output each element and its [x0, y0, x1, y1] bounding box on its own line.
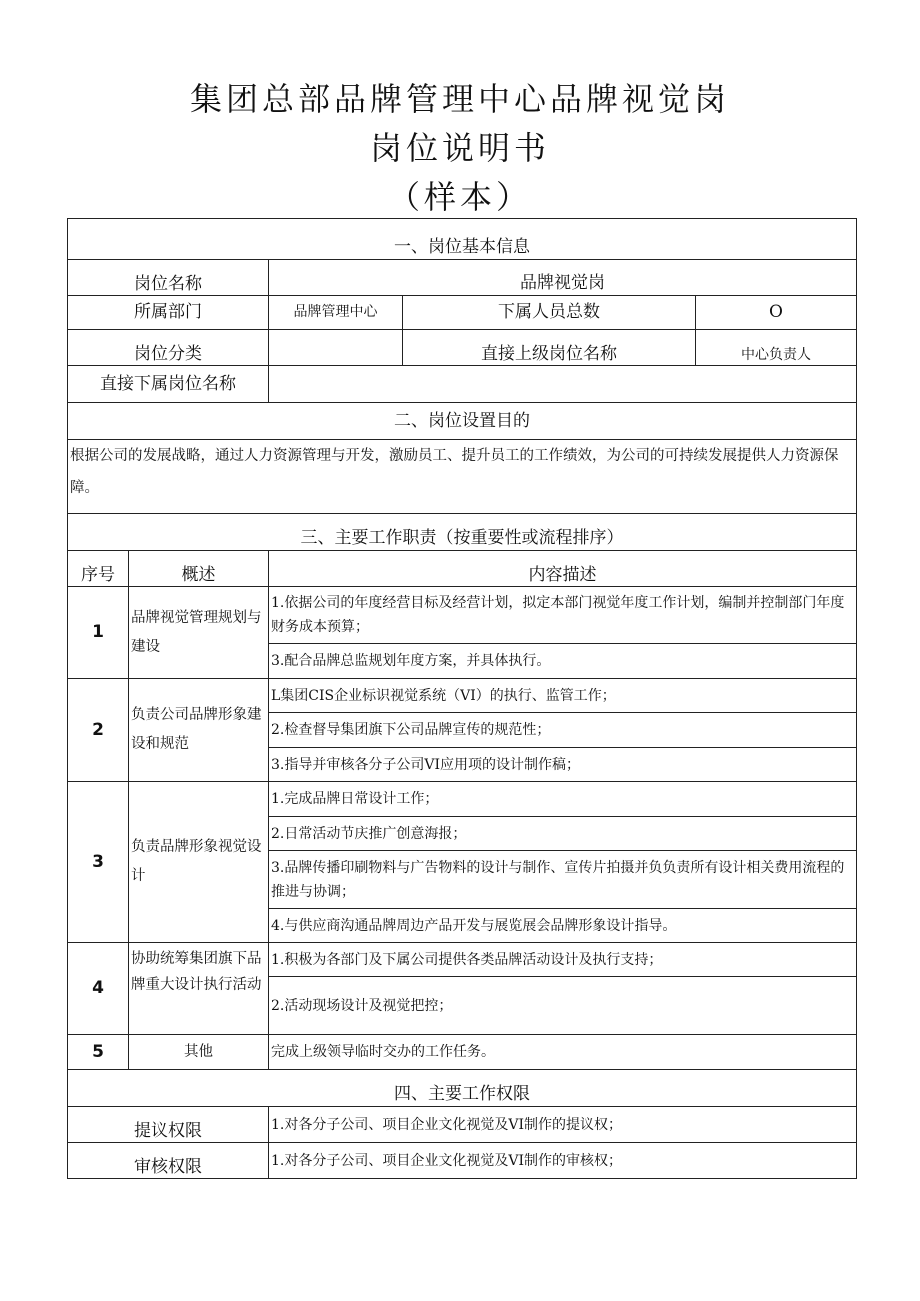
document-title: 集团总部品牌管理中心品牌视觉岗: [189, 80, 730, 118]
authority-text: 1.对各分子公司、项目企业文化视觉及VI制作的审核权；: [269, 1143, 857, 1179]
duty-item: 1.完成品牌日常设计工作；: [269, 782, 857, 817]
duty-number: 3: [68, 782, 129, 943]
document-sample-note: （样本）: [387, 178, 532, 216]
department-value: 品牌管理中心: [269, 296, 403, 330]
category-value: [269, 330, 403, 366]
document-subtitle: 岗位说明书: [369, 129, 550, 167]
duty-item: 1.依据公司的年度经营目标及经营计划，拟定本部门视觉年度工作计划，编制并控制部门年度财务成本预算；: [269, 587, 857, 644]
duty-item: 2.日常活动节庆推广创意海报；: [269, 817, 857, 851]
duty-summary: 协助统筹集团旗下品牌重大设计执行活动: [129, 943, 269, 1035]
category-label: 岗位分类: [68, 330, 269, 366]
position-name-label: 岗位名称: [68, 260, 269, 296]
duty-number: 1: [68, 587, 129, 679]
section-heading-basic-info: 一、岗位基本信息: [68, 219, 857, 260]
duty-summary: 负责公司品牌形象建设和规范: [129, 679, 269, 782]
direct-reports-value: [269, 366, 857, 403]
duty-item: 1.积极为各部门及下属公司提供各类品牌活动设计及执行支持；: [269, 943, 857, 977]
duty-number: 5: [68, 1035, 129, 1070]
authority-label: 审核权限: [68, 1143, 269, 1179]
position-name-value: 品牌视觉岗: [269, 260, 857, 296]
subordinates-count-label: 下属人员总数: [403, 296, 696, 330]
superior-label: 直接上级岗位名称: [403, 330, 696, 366]
duty-number: 2: [68, 679, 129, 782]
section-heading-duties: 三、主要工作职责（按重要性或流程排序）: [68, 514, 857, 551]
subordinates-count-value: O: [696, 296, 857, 330]
job-description-table: [67, 218, 857, 1179]
authority-text: 1.对各分子公司、项目企业文化视觉及VI制作的提议权；: [269, 1107, 857, 1143]
department-label: 所属部门: [68, 296, 269, 330]
column-header-summary: 概述: [129, 551, 269, 587]
section-heading-authority: 四、主要工作权限: [68, 1070, 857, 1107]
column-header-description: 内容描述: [269, 551, 857, 587]
column-header-number: 序号: [68, 551, 129, 587]
duty-item: 3.品牌传播印刷物料与广告物料的设计与制作、宣传片拍摄并负负责所有设计相关费用流程的推进与协调；: [269, 851, 857, 909]
duty-item: 2.活动现场设计及视觉把控；: [269, 977, 857, 1035]
duty-summary: 品牌视觉管理规划与建设: [129, 587, 269, 679]
duty-item: 2.检查督导集团旗下公司品牌宣传的规范性；: [269, 713, 857, 748]
duty-item: 3.指导并审核各分子公司VI应用项的设计制作稿；: [269, 748, 857, 782]
authority-label: 提议权限: [68, 1107, 269, 1143]
duty-number: 4: [68, 943, 129, 1035]
superior-value: 中心负责人: [696, 330, 857, 366]
duty-summary: 负责品牌形象视觉设计: [129, 782, 269, 943]
duty-item: L集团CIS企业标识视觉系统（VI）的执行、监管工作；: [269, 679, 857, 713]
direct-reports-label: 直接下属岗位名称: [68, 366, 269, 403]
duty-item: 3.配合品牌总监规划年度方案，并具体执行。: [269, 644, 857, 679]
section-heading-purpose: 二、岗位设置目的: [68, 403, 857, 440]
duty-item: 4.与供应商沟通品牌周边产品开发与展览展会品牌形象设计指导。: [269, 909, 857, 943]
duty-item: 完成上级领导临时交办的工作任务。: [269, 1035, 857, 1070]
purpose-text: 根据公司的发展战略，通过人力资源管理与开发，激励员工、提升员工的工作绩效，为公司的可持续发展提供人力资源保障。: [68, 440, 857, 514]
duty-summary: 其他: [129, 1035, 269, 1070]
